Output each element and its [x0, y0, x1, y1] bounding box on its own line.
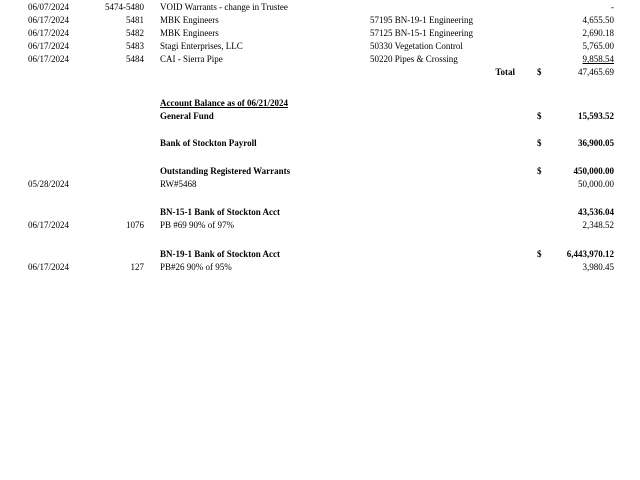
amount-cell: 9,858.54: [582, 54, 614, 64]
bn19-label: BN-19-1 Bank of Stockton Acct: [160, 249, 281, 259]
amount-cell: 5,765.00: [582, 41, 614, 51]
payee-cell: MBK Engineers: [160, 28, 219, 38]
date-cell: 06/17/2024: [28, 15, 70, 25]
total-row: [0, 66, 640, 78]
date-cell: 06/17/2024: [28, 28, 70, 38]
table-row: [0, 261, 640, 273]
amount-cell: 2,690.18: [582, 28, 614, 38]
balance-heading: Account Balance as of 06/21/2024: [160, 98, 288, 108]
table-row: [0, 178, 640, 190]
warrant-number-cell: 5484: [126, 54, 144, 64]
warrant-cell: RW#5468: [160, 179, 197, 189]
payee-cell: Stagi Enterprises, LLC: [160, 41, 243, 51]
warrant-number-cell: 5483: [126, 41, 144, 51]
total-label: Total: [495, 67, 515, 77]
payee-cell: VOID Warrants - change in Trustee: [160, 2, 288, 12]
date-cell: 06/17/2024: [28, 41, 70, 51]
dollar-sign: $: [537, 138, 542, 148]
dollar-sign: $: [537, 166, 542, 176]
warrant-number-cell: 5474-5480: [105, 2, 144, 12]
account-cell: 57195 BN-19-1 Engineering: [370, 15, 473, 25]
payroll-label: Bank of Stockton Payroll: [160, 138, 257, 148]
description-cell: PB #69 90% of 97%: [160, 220, 234, 230]
warrant-number-cell: 5481: [126, 15, 144, 25]
dollar-sign: $: [537, 111, 542, 121]
table-row: [0, 53, 640, 65]
account-cell: 50220 Pipes & Crossing: [370, 54, 458, 64]
date-cell: 06/07/2024: [28, 2, 70, 12]
general-fund-label: General Fund: [160, 111, 214, 121]
bn19-amount: 6,443,970.12: [566, 249, 614, 259]
warrant-number-cell: 5482: [126, 28, 144, 38]
account-cell: 50330 Vegetation Control: [370, 41, 463, 51]
payee-cell: MBK Engineers: [160, 15, 219, 25]
warrants-amount: 450,000.00: [573, 166, 614, 176]
total-amount: 47,465.69: [578, 67, 614, 77]
check-number-cell: 127: [130, 262, 144, 272]
bn15-row: [0, 206, 640, 218]
payee-cell: CAI - Sierra Pipe: [160, 54, 223, 64]
date-cell: 06/17/2024: [28, 54, 70, 64]
date-cell: 05/28/2024: [28, 179, 70, 189]
account-cell: 57125 BN-15-1 Engineering: [370, 28, 473, 38]
check-number-cell: 1076: [126, 220, 144, 230]
date-cell: 06/17/2024: [28, 262, 70, 272]
description-cell: PB#26 90% of 95%: [160, 262, 232, 272]
amount-cell: -: [611, 2, 614, 12]
warrants-label: Outstanding Registered Warrants: [160, 166, 291, 176]
dollar-sign: $: [537, 67, 542, 77]
amount-cell: 2,348.52: [582, 220, 614, 230]
general-fund-amount: 15,593.52: [578, 111, 614, 121]
general-fund-row: [0, 110, 640, 122]
table-row: [0, 27, 640, 39]
amount-cell: 4,655.50: [582, 15, 614, 25]
warrants-row: [0, 165, 640, 177]
table-row: [0, 40, 640, 52]
payroll-amount: 36,900.05: [578, 138, 614, 148]
amount-cell: 50,000.00: [578, 179, 614, 189]
bn15-amount: 43,536.04: [578, 207, 614, 217]
date-cell: 06/17/2024: [28, 220, 70, 230]
bn19-row: [0, 248, 640, 260]
table-row: [0, 14, 640, 26]
dollar-sign: $: [537, 249, 542, 259]
payroll-row: [0, 137, 640, 149]
amount-cell: 3,980.45: [582, 262, 614, 272]
balance-heading-row: [0, 97, 640, 109]
table-row: [0, 219, 640, 231]
table-row: [0, 1, 640, 13]
bn15-label: BN-15-1 Bank of Stockton Acct: [160, 207, 281, 217]
